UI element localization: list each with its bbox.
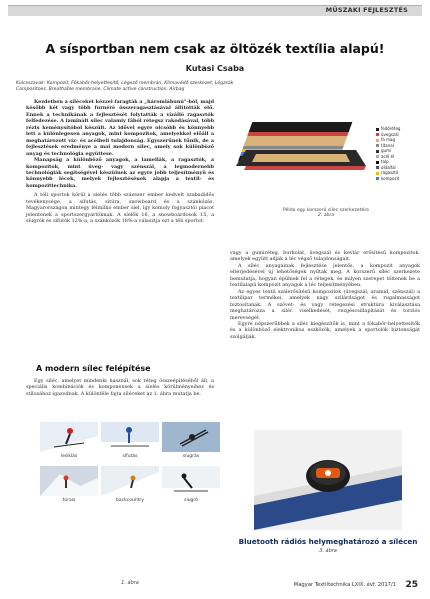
left-column <box>26 99 214 225</box>
legend-item: oldalfal <box>376 165 428 171</box>
ski-type-label: sífutás <box>122 454 138 459</box>
ski-structure-legend <box>376 126 428 181</box>
ski-photo <box>40 422 98 452</box>
ski-type-label: túrasí <box>62 498 76 503</box>
ski-photo <box>162 466 220 496</box>
legend-item: talp <box>376 159 428 165</box>
ski-type-label: síugró <box>184 498 198 503</box>
ski-structure-caption: Példa egy korszerű sílec szerkezetére 2. ábra <box>283 208 369 218</box>
right-paragraph-3: Az egyes textil szálerősítésű kompozitok (üvegszál, aramid, szénszál) a textilipar termékei, amelyek nagy szilárdságot és rugalmasságot biztosítanak. A szövet- és vagy rétegezési struktúra kiválasztása meghatározza a síléc viselkedését, rezgéscsillapítását és torziós merevségét. <box>230 288 420 321</box>
ski-structure-illustration <box>228 98 378 208</box>
ski-structure-figure <box>228 98 424 238</box>
legend-item: fa mag <box>376 137 428 143</box>
ski-type-cell <box>40 422 98 459</box>
paragraph-4: Egy síléc, amelyet mindenki használ, sok réteg összeépítéséből áll, a speciális kombinációk és komponensek a síelés körülményeihez és stílusához igazodnak. A különféle fajta síléceket az 1. ábra mutatja be. <box>26 378 214 397</box>
legend-item: kompozit <box>376 176 428 182</box>
article-title: A sísportban nem csak az öltözék textília alapú! <box>45 41 385 56</box>
paragraph-3: A téli sportok körül a síelés több százezer ember kedvelt szabadidős tevékenysége, a sífutás, sítúra, snowboard és a szánkózás. Magyarországon mintegy félmillió ember síel, így komoly fogyasztói piacot jelentenek a sportszergyártóknak. A síelők 16, a snowboardosok 15, a síugrók és sífutók 12%-a, a szánkózók 18%-a választja ezt a téli sportot. <box>26 192 214 225</box>
keywords-en: Compositoes, Breathable membrane, Climate active construction, Airbag <box>16 87 185 92</box>
keywords <box>16 81 416 93</box>
ski-photo <box>162 422 220 452</box>
legend-swatch <box>376 133 379 136</box>
legend-swatch <box>376 155 379 158</box>
right-paragraph-4: Egyre népszerűbbek a síléc kiegészítők is, mint a fókabőr-helyettesítők és a különböző elektronikus eszközök, amelyek a sportolók biztonságát szolgálják. <box>230 320 420 340</box>
bluetooth-figure-title: Bluetooth rádiós helymeghatározó a sílécen <box>238 537 418 546</box>
subheading: A modern sílec felépítése <box>36 364 151 373</box>
right-paragraph-1: vagy a gumiréteg, burkolat, üvegszál és kevlár erősítésű kompozitok, amelyek együtt adják a léc végső tulajdonságait. <box>230 250 420 263</box>
ski-figure-caption: 1. ábra <box>121 580 139 586</box>
ski-type-cell <box>40 466 98 503</box>
legend-item: ragasztó <box>376 170 428 176</box>
ski-photo <box>40 466 98 496</box>
legend-item: titanal <box>376 143 428 149</box>
bluetooth-device-figure <box>254 430 402 530</box>
ski-types-grid <box>40 422 220 572</box>
legend-swatch <box>376 139 379 142</box>
legend-swatch <box>376 177 379 180</box>
ski-type-cell <box>101 466 159 503</box>
left-column-lower <box>26 378 214 397</box>
legend-swatch <box>376 144 379 147</box>
page-number: 25 <box>405 580 418 590</box>
keywords-hu: Kulcsszavak: Kompozit, Fókabőr-helyettesítő, Légező membrán, Klímavédő szerkezet, Légzsák <box>16 81 234 86</box>
section-header <box>8 5 422 16</box>
paragraph-2: Manapság a különböző anyagok, a lamellák, a ragasztók, a kompozitok, mint üveg- vagy szénszál, a legmodernebb technológiák segítségével készülnek az egyre jobb teljesítményű és könnyebb lécek, melyek fejlesztésének alapja a textil- és kompozittechnika. <box>26 157 214 189</box>
right-paragraph-2: A síléc anyagainak fejlesztése jelentős, a kompozit anyagok elterjedésével új lehetőségek nyíltak meg. A korszerű síléc szerkezete bemutatja, hogyan épülnek fel a rétegek, és milyen szerepet töltenek be a textilalapú kompozit anyagok a léc teljesítményében. <box>230 262 420 289</box>
legend-item: fedőréteg <box>376 126 428 132</box>
legend-swatch <box>376 150 379 153</box>
legend-item: gumi <box>376 148 428 154</box>
ski-type-label: backcountry <box>116 498 144 503</box>
legend-item: acél él <box>376 154 428 160</box>
article-author: Kutasi Csaba <box>185 64 245 73</box>
legend-swatch <box>376 161 379 164</box>
intro-paragraph: Kezdetben a síléceket kézzel faragták a „háromlábunú"-ból, majd később két vagy több furnéré összeragasztásával állították elő. Ennek a technikának a fejlesztését folytatták a vízálló ragasztók felfedezése. A laminált sílec valamiy fából rétegsz rakodásával, több rézts keménysítóbol készült. Az idővel egyre olcsóbb és könnyebb lett a különlegesen anyagok, mint kompozitok, amelyekkel előáll a meghatározott víz- és acélbeli tulajdonság. Egyszerűnek tűnik, de a fejlesztések eredménye a mai modern sílec, amely sok különböző anyag és technológia együttese. <box>26 99 214 157</box>
ski-photo <box>101 466 159 496</box>
legend-swatch <box>376 172 379 175</box>
ski-type-label: síugrás <box>182 454 200 459</box>
bluetooth-device-photo <box>254 430 402 530</box>
ski-type-label: lesiklás <box>60 454 78 459</box>
ski-type-cell <box>162 422 220 459</box>
section-label: MŰSZAKI FEJLESZTÉS <box>325 6 408 14</box>
journal-footer: Magyar Textiltechnika LXIX. évf. 2017/1 <box>293 582 396 588</box>
ski-type-cell <box>101 422 159 459</box>
ski-photo <box>101 422 159 452</box>
right-column <box>230 250 420 340</box>
legend-swatch <box>376 128 379 131</box>
legend-item: üvegszál <box>376 132 428 138</box>
ski-type-cell <box>162 466 220 503</box>
legend-swatch <box>376 166 379 169</box>
bluetooth-figure-number: 3. ábra <box>319 548 337 554</box>
